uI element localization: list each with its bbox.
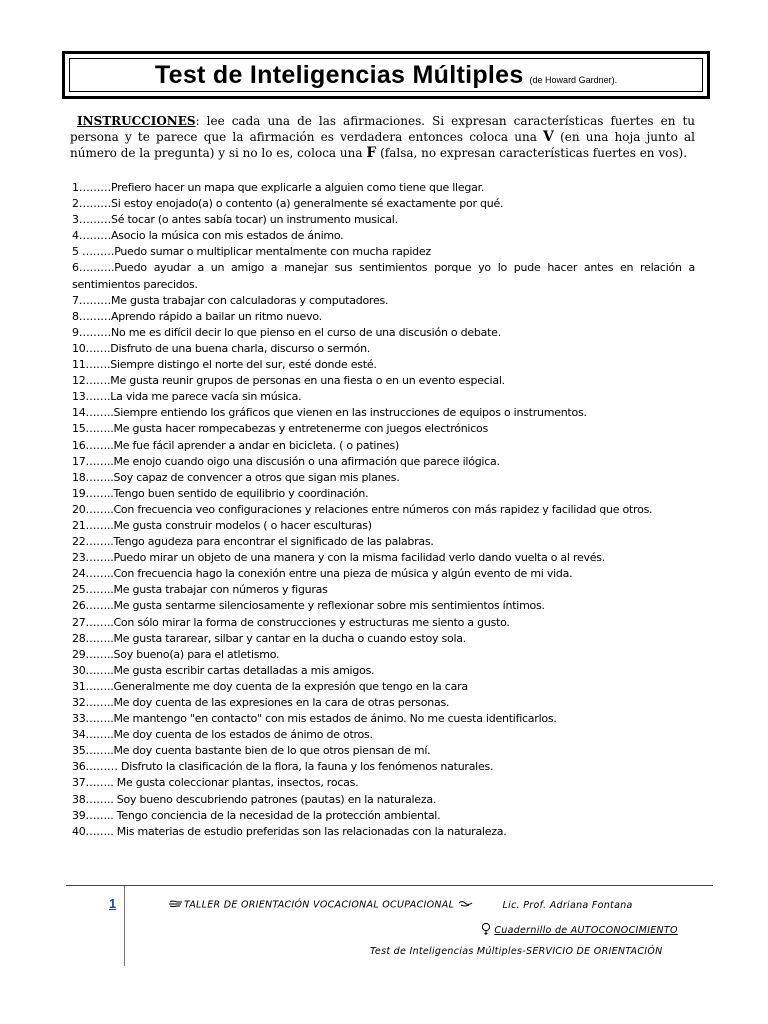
statement-item: 3………Sé tocar (o antes sabía tocar) un instrumento musical. <box>72 213 398 227</box>
statement-item: 16……..Me fue fácil aprender a andar en bicicleta. ( o patines) <box>72 438 399 452</box>
title-inner-frame <box>69 58 703 92</box>
instructions-paragraph <box>70 113 695 161</box>
instructions-heading: INSTRUCCIONES <box>77 114 196 128</box>
statement-item: 9………No me es difícil decir lo que pienso en el curso de una discusión o debate. <box>72 325 501 339</box>
statement-item: 8………Aprendo rápido a bailar un ritmo nuevo. <box>72 309 322 323</box>
title-box <box>62 51 710 99</box>
footer-divider <box>66 885 713 886</box>
statement-item: 32……..Me doy cuenta de las expresiones en la cara de otras personas. <box>72 696 450 709</box>
statement-item: 30……..Me gusta escribir cartas detalladas a mis amigos. <box>72 663 375 677</box>
pointing-hand-icon <box>168 899 184 911</box>
statement-item: 4………Asocio la música con mis estados de ánimo. <box>72 229 344 243</box>
statement-item: 14……..Siempre entiendo los gráficos que vienen en las instrucciones de equipos o instrumentos. <box>72 406 587 420</box>
statement-item: 37…….. Me gusta coleccionar plantas, insectos, rocas. <box>72 776 359 790</box>
statement-item: 25……..Me gusta trabajar con números y figuras <box>72 583 328 597</box>
statement-item: 1………Prefiero hacer un mapa que explicarle a alguien como tiene que llegar. <box>72 181 485 194</box>
statement-item: 15……..Me gusta hacer rompecabezas y entretenerme con juegos electrónicos <box>72 422 489 436</box>
footer-author: Lic. Prof. Adriana Fontana <box>502 899 633 911</box>
statement-item: 11…….Siempre distingo el norte del sur, esté donde esté. <box>72 358 377 372</box>
statement-item: 24……..Con frecuencia hago la conexión entre una pieza de música y algún evento de mi vida. <box>72 567 573 581</box>
statement-item: 13…….La vida me parece vacía sin música. <box>72 390 302 404</box>
statement-item: 39…….. Tengo conciencia de la necesidad de la protección ambiental. <box>72 808 441 822</box>
footer-program-line <box>168 899 633 911</box>
statement-item: 28……..Me gusta tararear, silbar y cantar en la ducha o cuando estoy sola. <box>72 631 466 645</box>
title-attribution: (de Howard Gardner). <box>529 75 618 85</box>
footer-vertical-divider <box>124 886 125 966</box>
footer-service: Test de Inteligencias Múltiples-SERVICIO DE ORIENTACIÓN <box>370 946 663 957</box>
statement-item: 38…….. Soy bueno descubriendo patrones (pautas) en la naturaleza. <box>72 792 437 806</box>
statement-list <box>72 180 695 840</box>
statement-item: 21……..Me gusta construir modelos ( o hacer esculturas) <box>72 518 372 532</box>
statement-item: 36……… Disfruto la clasificación de la flora, la fauna y los fenómenos naturales. <box>72 760 494 774</box>
page-title: Test de Inteligencias Múltiples <box>154 60 524 89</box>
instructions-text-2: (en una hoja junto al número de la pregunta) y si no lo es, coloca una <box>70 130 695 160</box>
statement-item: 31……..Generalmente me doy cuenta de la expresión que tengo en la cara <box>72 679 468 693</box>
lightbulb-icon <box>481 922 491 939</box>
statement-item: 26……..Me gusta sentarme silenciosamente y reflexionar sobre mis sentimientos íntimos. <box>72 599 545 613</box>
statement-item: 29……..Soy bueno(a) para el atletismo. <box>72 647 280 661</box>
statement-item: 6……….Puedo ayudar a un amigo a manejar sus sentimientos porque yo lo pude hacer antes en relación a sentimientos parecidos. <box>72 261 695 291</box>
statement-item: 10…….Disfruto de una buena charla, discurso o sermón. <box>72 341 371 355</box>
statement-item: 34……..Me doy cuenta de los estados de ánimo de otros. <box>72 728 373 742</box>
statement-item: 18……..Soy capaz de convencer a otros que sigan mis planes. <box>72 470 400 484</box>
statement-item: 5 ………Puedo sumar o multiplicar mentalmente con mucha rapidez <box>72 245 431 259</box>
footer-program: TALLER DE ORIENTACIÓN VOCACIONAL OCUPACIONAL <box>184 899 455 911</box>
statement-item: 33……..Me mantengo "en contacto" con mis estados de ánimo. No me cuesta identificarlos. <box>72 712 557 726</box>
letter-false: F <box>366 145 377 161</box>
instructions-text-1: : lee cada una de las afirmaciones. Si expresan características fuertes en tu persona y te parece que la afirmación es verdadera entonces coloca una <box>70 114 695 144</box>
statement-item: 2………Si estoy enojado(a) o contento (a) generalmente sé exactamente por qué. <box>72 197 504 211</box>
letter-true: V <box>543 129 554 145</box>
statement-item: 19……..Tengo buen sentido de equilibrio y coordinación. <box>72 486 369 500</box>
statement-item: 17……..Me enojo cuando oigo una discusión o una afirmación que parece ilógica. <box>72 454 500 468</box>
instructions-text-3: (falsa, no expresan características fuertes en vos). <box>376 146 688 160</box>
footer-booklet-line <box>481 922 678 939</box>
handshake-icon <box>458 899 473 911</box>
statement-item: 40…….. Mis materias de estudio preferidas son las relacionadas con la naturaleza. <box>72 824 507 838</box>
statement-item: 35……..Me doy cuenta bastante bien de lo que otros piensan de mí. <box>72 744 431 758</box>
footer-booklet: Cuadernillo de AUTOCONOCIMIENTO <box>494 925 678 936</box>
statement-item: 22……..Tengo agudeza para encontrar el significado de las palabras. <box>72 535 434 549</box>
statement-item: 7………Me gusta trabajar con calculadoras y computadores. <box>72 293 389 307</box>
statement-item: 27……..Con sólo mirar la forma de construcciones y estructuras me siento a gusto. <box>72 615 510 629</box>
statement-item: 12…….Me gusta reunir grupos de personas en una fiesta o en un evento especial. <box>72 374 505 388</box>
statement-item: 23……..Puedo mirar un objeto de una manera y con la misma facilidad verlo dando vuelta o al revés. <box>72 551 606 565</box>
page-number: 1 <box>109 896 117 911</box>
statement-item: 20……..Con frecuencia veo configuraciones y relaciones entre números con más rapidez y facilidad que otros. <box>72 502 653 516</box>
